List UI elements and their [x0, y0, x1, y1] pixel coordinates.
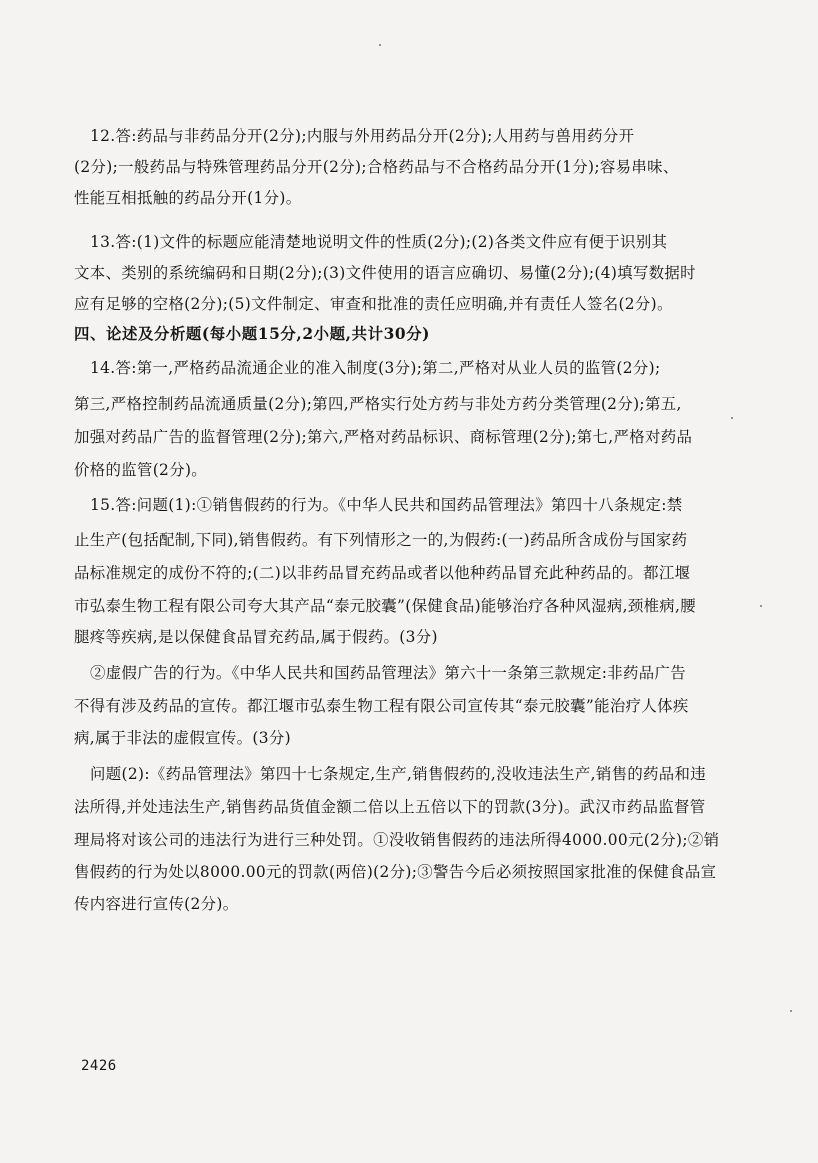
answer-14-line-3: 加强对药品广告的监督管理(2分);第六,严格对药品标识、商标管理(2分);第七,严格对药品 [74, 428, 693, 446]
answer-13-line-3: 应有足够的空格(2分);(5)文件制定、审查和批准的责任应明确,并有责任人签名(2分)。 [74, 295, 673, 313]
answer-14-line-1: 14.答:第一,严格药品流通企业的准入制度(3分);第二,严格对从业人员的监管(2分); [90, 359, 661, 377]
scan-speck [379, 44, 381, 46]
scan-speck [760, 605, 762, 607]
answer-15-q2-line-5: 传内容进行宣传(2分)。 [74, 895, 239, 913]
scan-speck [731, 417, 733, 419]
answer-15-q2-line-4: 售假药的行为处以8000.00元的罚款(两倍)(2分);③警告今后必须按照国家批准的保健食品宣 [74, 863, 717, 881]
answer-12-line-2: (2分);一般药品与特殊管理药品分开(2分);合格药品与不合格药品分开(1分);容易串味、 [74, 158, 679, 176]
answer-15-q2-line-1: 问题(2):《药品管理法》第四十七条规定,生产,销售假药的,没收违法生产,销售的药品和违 [90, 765, 707, 783]
answer-15-line-4: 市弘泰生物工程有限公司夸大其产品“泰元胶囊”(保健食品)能够治疗各种风湿病,颈椎病,腰 [74, 597, 697, 615]
answer-15-line-3: 品标准规定的成份不符的;(二)以非药品冒充药品或者以他种药品冒充此种药品的。都江堰 [74, 564, 691, 582]
answer-15-line-1: 15.答:问题(1):①销售假药的行为。《中华人民共和国药品管理法》第四十八条规定:禁 [90, 496, 683, 514]
answer-15-q2-line-2: 法所得,并处违法生产,销售药品货值金额二倍以上五倍以下的罚款(3分)。武汉市药品监督管 [74, 798, 706, 816]
answer-15-part2-line-3: 病,属于非法的虚假宣传。(3分) [74, 729, 291, 747]
scan-speck [790, 1010, 792, 1012]
answer-15-line-5: 腿疼等疾病,是以保健食品冒充药品,属于假药。(3分) [74, 628, 438, 646]
answer-12-line-1: 12.答:药品与非药品分开(2分);内服与外用药品分开(2分);人用药与兽用药分开 [90, 127, 635, 145]
answer-15-q2-line-3: 理局将对该公司的违法行为进行三种处罚。①没收销售假药的违法所得4000.00元(2分);②销 [74, 831, 720, 849]
answer-13-line-2: 文本、类别的系统编码和日期(2分);(3)文件使用的语言应确切、易懂(2分);(4)填写数据时 [74, 264, 696, 282]
answer-15-part2-line-1: ②虚假广告的行为。《中华人民共和国药品管理法》第六十一条第三款规定:非药品广告 [90, 664, 686, 682]
section-heading: 四、论述及分析题(每小题15分,2小题,共计30分) [74, 325, 431, 343]
answer-15-part2-line-2: 不得有涉及药品的宣传。都江堰市弘泰生物工程有限公司宣传其“泰元胶囊”能治疗人体疾 [74, 697, 689, 715]
answer-13-line-1: 13.答:(1)文件的标题应能清楚地说明文件的性质(2分);(2)各类文件应有便于识别其 [90, 233, 668, 251]
answer-15-line-2: 止生产(包括配制,下同),销售假药。有下列情形之一的,为假药:(一)药品所含成份与国家药 [74, 531, 688, 549]
answer-14-line-2: 第三,严格控制药品流通质量(2分);第四,严格实行处方药与非处方药分类管理(2分);第五, [74, 395, 682, 413]
answer-14-line-4: 价格的监管(2分)。 [74, 461, 208, 479]
answer-12-line-3: 性能互相抵触的药品分开(1分)。 [74, 189, 302, 207]
page-number: 2426 [81, 1058, 117, 1074]
